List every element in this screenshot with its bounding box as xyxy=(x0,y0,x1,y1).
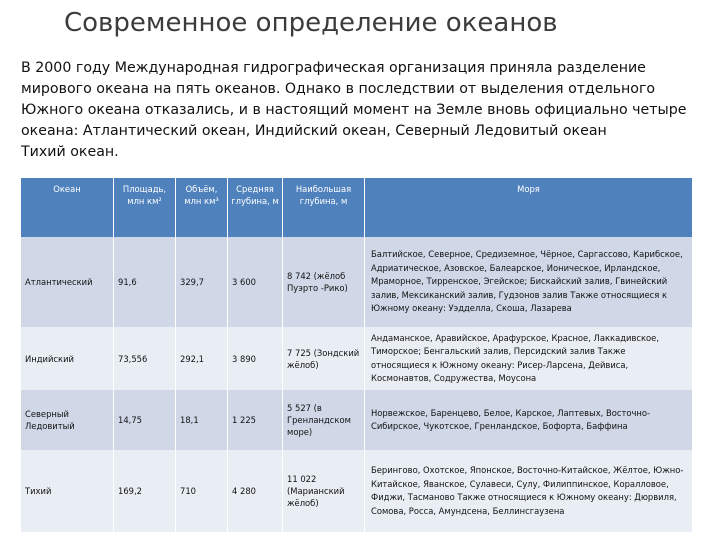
header-max-depth: Наибольшая глубина, м xyxy=(282,178,364,237)
header-seas: Моря xyxy=(364,178,692,237)
intro-paragraph xyxy=(21,58,701,163)
header-avg-depth: Средняя глубина, м xyxy=(227,178,282,237)
cell-max-depth: 8 742 (жёлоб Пуэрто -Рико) xyxy=(282,237,364,327)
intro-line: мирового океана на пять океанов. Однако в последствии от выделения отдельного xyxy=(21,81,656,97)
page-title: Современное определение океанов xyxy=(64,8,558,38)
table-row xyxy=(21,237,692,327)
cell-ocean: Тихий xyxy=(21,450,113,532)
cell-area: 91,6 xyxy=(113,237,175,327)
cell-volume: 710 xyxy=(175,450,227,532)
intro-line: В 2000 году Международная гидрографическая организация приняла разделение xyxy=(21,60,646,76)
table-row xyxy=(21,450,692,532)
cell-ocean: Индийский xyxy=(21,327,113,390)
cell-max-depth: 5 527 (в Гренландском море) xyxy=(282,390,364,450)
cell-ocean: Атлантический xyxy=(21,237,113,327)
cell-seas: Балтийское, Северное, Средиземное, Чёрное, Саргассово, Карибское, Адриатическое, Азовское, Балеарское, Ионическое, Ирландское, Мраморное, Тирренское, Эгейское; Бискайский залив, Гвинейский залив, Мексиканский залив, Гудзонов залив Также относящиеся к Южному океану: Уэдделла, Скоша, Лазарева xyxy=(364,237,692,327)
cell-volume: 329,7 xyxy=(175,237,227,327)
table-header-row xyxy=(21,178,692,237)
cell-avg-depth: 4 280 xyxy=(227,450,282,532)
cell-volume: 292,1 xyxy=(175,327,227,390)
oceans-table xyxy=(21,178,692,532)
intro-line: океана: Атлантический океан, Индийский океан, Северный Ледовитый океан xyxy=(21,123,607,139)
cell-volume: 18,1 xyxy=(175,390,227,450)
cell-max-depth: 7 725 (Зондский жёлоб) xyxy=(282,327,364,390)
cell-avg-depth: 1 225 xyxy=(227,390,282,450)
header-volume: Объём, млн км³ xyxy=(175,178,227,237)
cell-area: 73,556 xyxy=(113,327,175,390)
cell-avg-depth: 3 890 xyxy=(227,327,282,390)
cell-max-depth: 11 022 (Марианский жёлоб) xyxy=(282,450,364,532)
intro-line: Южного океана отказались, и в настоящий момент на Земле вновь официально четыре xyxy=(21,102,687,118)
header-area: Площадь, млн км² xyxy=(113,178,175,237)
cell-seas: Норвежское, Баренцево, Белое, Карское, Лаптевых, Восточно-Сибирское, Чукотское, Гренландское, Бофорта, Баффина xyxy=(364,390,692,450)
intro-line: Тихий океан. xyxy=(21,144,119,160)
table-row xyxy=(21,390,692,450)
cell-area: 169,2 xyxy=(113,450,175,532)
header-ocean: Океан xyxy=(21,178,113,237)
cell-area: 14,75 xyxy=(113,390,175,450)
cell-seas: Берингово, Охотское, Японское, Восточно-Китайское, Жёлтое, Южно-Китайское, Яванское, Сулавеси, Сулу, Филиппинское, Коралловое, Фиджи, Тасманово Также относящиеся к Южному океану: Дюрвиля, Сомова, Росса, Амундсена, Беллинсгаузена xyxy=(364,450,692,532)
cell-seas: Андаманское, Аравийское, Арафурское, Красное, Лаккадивское, Тиморское; Бенгальский залив, Персидский залив Также относящиеся к Южному океану: Рисер-Ларсена, Дейвиса, Космонавтов, Содружества, Моусона xyxy=(364,327,692,390)
table-row xyxy=(21,327,692,390)
cell-avg-depth: 3 600 xyxy=(227,237,282,327)
cell-ocean: Северный Ледовитый xyxy=(21,390,113,450)
